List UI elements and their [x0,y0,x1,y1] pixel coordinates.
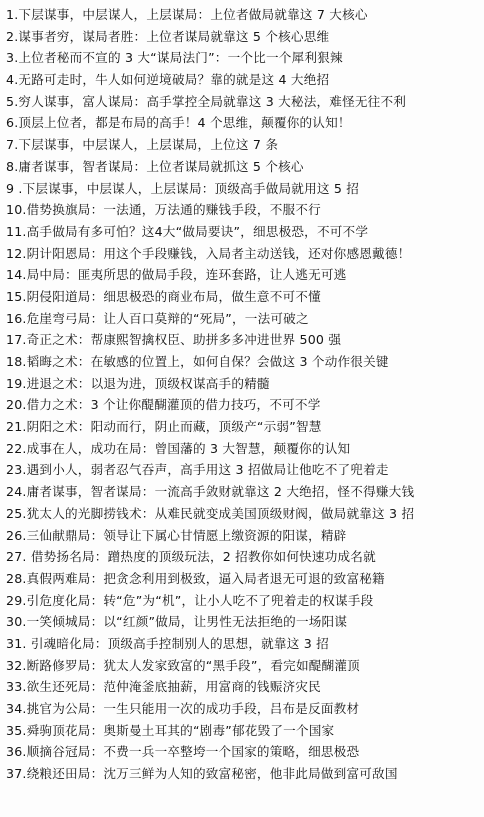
list-item: 17.奇正之术：帮康熙智擒权臣、助拼多多冲进世界 500 强 [6,332,342,348]
list-item: 25.犹太人的光脚捞钱术：从难民就变成美国顶级财阀，做局就靠这 3 招 [6,505,415,521]
list-item: 10.借势换旗局：一法通，万法通的赚钱手段，不服不行 [6,202,321,218]
list-item: 32.断路修罗局：犹太人发家致富的“黑手段”，看完如醍醐灌顶 [6,657,360,673]
list-item: 21.阴阳之术：阳动而行，阴止而藏，顶级产“示弱”智慧 [6,419,322,435]
list-item: 7.下层谋事，中层谋人，上层谋局，上位这 7 条 [6,137,279,153]
list-item: 15.阴侵阳道局：细思极恐的商业布局，做生意不可不懂 [6,288,321,304]
list-item: 28.真假两难局：把贪念利用到极致，逼入局者退无可退的致富秘籍 [6,570,385,586]
list-item: 11.高手做局有多可怕？这4大“做局要诀”，细思极恐，不可不学 [6,223,369,239]
list-item: 2.谋事者穷，谋局者胜：上位者谋局就靠这 5 个核心思维 [6,28,330,44]
list-item: 34.挑官为公局：一生只能用一次的成功手段，吕布是反面教材 [6,701,360,716]
list-item: 36.顺摘谷冠局：不费一兵一卒整垮一个国家的策略，细思极恐 [6,744,360,760]
list-item: 14.局中局：匪夷所思的做局手段，连环套路，让人逃无可逃 [6,267,347,283]
list-item: 18.韬晦之术：在敏感的位置上，如何自保？会做这 3 个动作很关键 [6,354,389,369]
list-item: 5.穷人谋事，富人谋局：高手掌控全局就靠这 3 大秘法，难怪无往不利 [6,93,407,109]
list-item: 16.危崖弯弓局：让人百口莫辩的“死局”，一法可破之 [6,310,309,326]
list-item: 31. 引魂暗化局：顶级高手控制别人的思想，就靠这 3 招 [6,635,329,651]
list-item: 8.庸者谋事，智者谋局：上位者谋局就抓这 5 个核心 [6,158,304,174]
list-item: 6.顶层上位者，都是布局的高手！4 个思维，颠覆你的认知！ [6,115,351,131]
list-item: 30.一笑倾城局：以“红颜”做局，让男性无法拒绝的一场阳谋 [6,614,348,630]
list-item: 22.成事在人，成功在局：曾国藩的 3 大智慧，颠覆你的认知 [6,440,351,456]
list-item [6,785,484,807]
list-item: 9 .下层谋事，中层谋人，上层谋局：顶级高手做局就用这 5 招 [6,180,360,196]
list-item: 4.无路可走时，牛人如何逆境破局？靠的就是这 4 大绝招 [6,72,330,88]
list-item: 3.上位者秘而不宣的 3 大“谋局法门”：一个比一个犀利狠辣 [6,50,343,66]
list-item: 20.借力之术：3 个让你醍醐灌顶的借力技巧，不可不学 [6,397,321,413]
list-item: 37.绕粮还田局：沈万三鲜为人知的致富秘密，他非此局做到富可敌国 [6,766,398,782]
list-item: 29.引危度化局：转“危”为“机”，让小人吃不了兜着走的权谋手段 [6,592,374,608]
list-item: 33.欲生还死局：范仲淹釜底抽薪，用富商的钱赈济灾民 [6,679,321,695]
list-item: 23.遇到小人，弱者忍气吞声，高手用这 3 招做局让他吃不了兜着走 [6,462,389,478]
list-item: 35.舜驹顶花局：奥斯曼土耳其的“剧毒”郁花毁了一个国家 [6,722,335,738]
list-item: 24.庸者谋事，智者谋局：一流高手敛财就靠这 2 大绝招，怪不得赚大钱 [6,484,415,500]
list-item: 1.下层谋事，中层谋人，上层谋局：上位者做局就靠这 7 大核心 [6,7,368,22]
list-item: 19.进退之术：以退为进，顶级权谋高手的精髓 [6,375,270,391]
list-item: 27. 借势扬名局：蹭热度的顶级玩法，2 招教你如何快速功成名就 [6,549,376,565]
list-item: 26.三仙献鼎局：领导让下属心甘情愿上缴资源的阳谋，精辟 [6,527,347,543]
list-item: 12.阴计阳恩局：用这个手段赚钱，入局者主动送钱，还对你感恩戴德！ [6,245,411,261]
